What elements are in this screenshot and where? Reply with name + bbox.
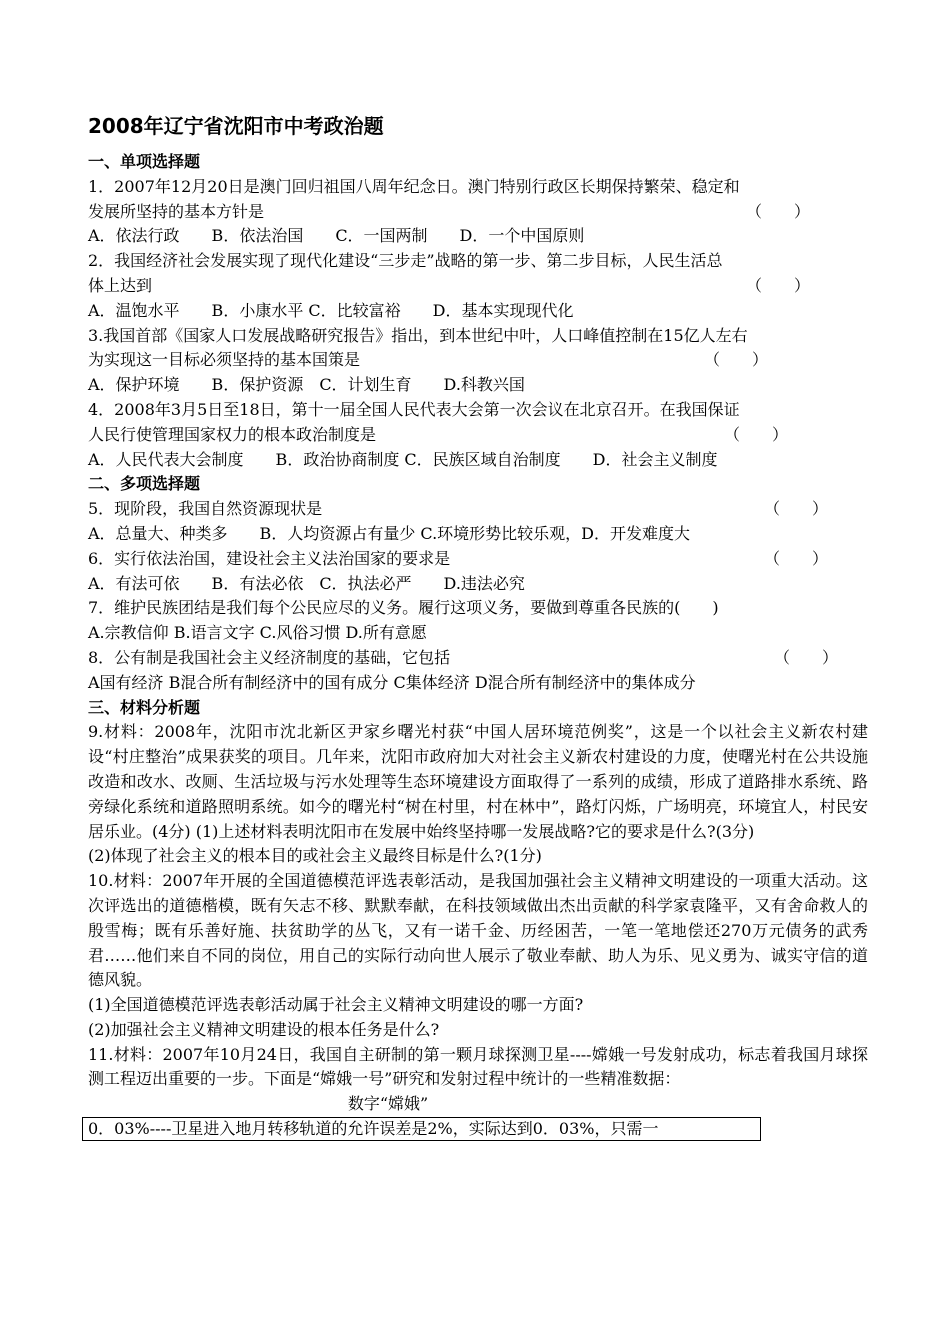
question-10-sub-2: (2)加强社会主义精神文明建设的根本任务是什么? — [88, 1019, 440, 1039]
section-heading-multiple-choice: 二、多项选择题 — [88, 474, 201, 494]
exam-page — [88, 112, 868, 1141]
question-3-options: A．保护环境 B．保护资源 C．计划生育 D.科教兴国 — [88, 375, 525, 395]
question-3-text: 3.我国首部《国家人口发展战略研究报告》指出，到本世纪中叶，人口峰值控制在15亿人左右 — [88, 325, 748, 345]
question-7-text: 7．维护民族团结是我们每个公民应尽的义务。履行这项义务，要做到尊重各民族的( ) — [88, 598, 719, 618]
question-2-text-cont: 体上达到 — [88, 275, 153, 295]
question-1-stem-row — [88, 200, 868, 225]
question-1-text-cont: 发展所坚持的基本方针是 — [88, 201, 265, 221]
answer-blank: （ ） — [763, 548, 828, 568]
question-5-stem-row — [88, 497, 868, 522]
page-title: 2008年辽宁省沈阳市中考政治题 — [88, 114, 384, 138]
question-11-table-heading: 数字“嫦娥” — [347, 1094, 429, 1114]
answer-blank: （ ） — [703, 350, 768, 370]
question-1-text: 1．2007年12月20日是澳门回归祖国八周年纪念日。澳门特别行政区长期保持繁荣、稳定和 — [88, 176, 740, 196]
question-2-text: 2．我国经济社会发展实现了现代化建设“三步走”战略的第一步、第二步目标，人民生活总 — [88, 251, 723, 271]
question-10-material: 10.材料：2007年开展的全国道德模范评选表彰活动，是我国加强社会主义精神文明建设的一项重大活动。这次评选出的道德楷模，既有矢志不移、默默奉献，在科技领域做出杰出贡献的科学家袁隆平，又有舍命救人的殷雪梅；既有乐善好施、扶贫助学的丛飞，又有一诺千金、历经困苦，一笔一笔地偿还270万元债务的武秀君……他们来自不同的岗位，用自己的实际行动向世人展示了敬业奉献、助人为乐、见义勇为、诚实守信的道德风貌。 — [88, 871, 868, 990]
answer-blank: （ ） — [745, 201, 810, 221]
question-4-stem-row — [88, 423, 868, 448]
question-8-options: A国有经济 B混合所有制经济中的国有成分 C集体经济 D混合所有制经济中的集体成分 — [88, 672, 696, 692]
question-10-sub-1: (1)全国道德模范评选表彰活动属于社会主义精神文明建设的哪一方面? — [88, 995, 584, 1015]
question-4-text-cont: 人民行使管理国家权力的根本政治制度是 — [88, 424, 377, 444]
answer-blank: （ ） — [763, 499, 828, 519]
question-3-text-cont: 为实现这一目标必须坚持的基本国策是 — [88, 350, 361, 370]
question-9-material: 9.材料：2008年，沈阳市沈北新区尹家乡曙光村获“中国人居环境范例奖”，这是一个以社会主义新农村建设“村庄整治”成果获奖的项目。几年来，沈阳市政府加大对社会主义新农村建设的力度，使曙光村在公共设施改造和改水、改厕、生活垃圾与污水处理等生态环境建设方面取得了一系列的成绩，形成了道路排水系统、路旁绿化系统和道路照明系统。如今的曙光村“树在村里，村在林中”，路灯闪烁，广场明亮，环境宜人，村民安居乐业。(4分) (1)上述材料表明沈阳市在发展中始终坚持哪一发展战略?它的要求是什么?(3分) — [88, 722, 868, 841]
question-6-text: 6．实行依法治国，建设社会主义法治国家的要求是 — [88, 548, 451, 568]
question-9-sub-2: (2)体现了社会主义的根本目的或社会主义最终目标是什么?(1分) — [88, 846, 542, 866]
question-5-text: 5．现阶段，我国自然资源现状是 — [88, 499, 323, 519]
question-6-options: A．有法可依 B．有法必依 C．执法必严 D.违法必究 — [88, 573, 525, 593]
section-heading-material-analysis: 三、材料分析题 — [88, 697, 201, 717]
question-2-options: A．温饱水平 B．小康水平 C．比较富裕 D．基本实现现代化 — [88, 300, 574, 320]
answer-blank: （ ） — [773, 647, 838, 667]
question-4-options: A．人民代表大会制度 B．政治协商制度 C．民族区域自治制度 D．社会主义制度 — [88, 449, 718, 469]
question-6-stem-row — [88, 547, 868, 572]
question-8-stem-row — [88, 646, 868, 671]
question-8-text: 8．公有制是我国社会主义经济制度的基础，它包括 — [88, 647, 451, 667]
question-3-stem-row — [88, 348, 868, 373]
question-4-text: 4．2008年3月5日至18日，第十一届全国人民代表大会第一次会议在北京召开。在我国保证 — [88, 399, 740, 419]
question-1-options: A．依法行政 B．依法治国 C．一国两制 D．一个中国原则 — [88, 226, 585, 246]
question-2-stem-row — [88, 274, 868, 299]
question-5-options: A．总量大、种类多 B．人均资源占有量少 C.环境形势比较乐观，D．开发难度大 — [88, 523, 690, 543]
section-heading-single-choice: 一、单项选择题 — [88, 152, 201, 171]
answer-blank: （ ） — [745, 275, 810, 295]
question-11-material: 11.材料：2007年10月24日，我国自主研制的第一颗月球探测卫星----嫦娥一号发射成功，标志着我国月球探测工程迈出重要的一步。下面是“嫦娥一号”研究和发射过程中统计的一些精准数据： — [88, 1044, 868, 1089]
question-11-table-row: 0．03%----卫星进入地月转移轨道的允许误差是2%，实际达到0．03%，只需一 — [82, 1117, 761, 1141]
question-7-options: A.宗教信仰 B.语言文字 C.风俗习惯 D.所有意愿 — [88, 623, 427, 643]
answer-blank: （ ） — [723, 424, 788, 444]
